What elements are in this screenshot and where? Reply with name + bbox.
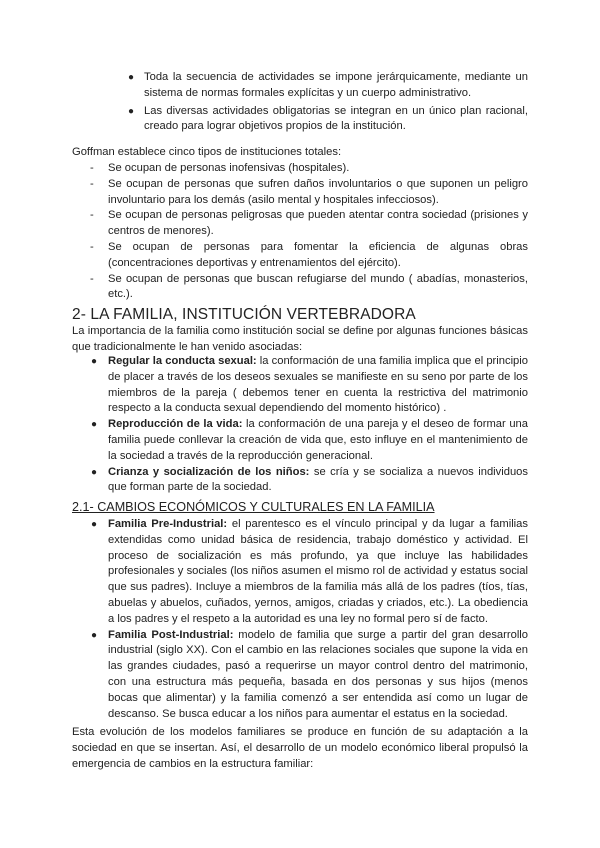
list-item: ● Familia Pre-Industrial: el parentesco es el vínculo principal y da lugar a familias extendidas como unidad básica de residencia, trabajo doméstico y actividad. El proceso de socialización es más profundo, ya que incluye las habilidades profesionales y sociales (los niños asumen el mismo rol de actividad y estatus social que sus padres). Incluye a miembros de la familia más allá de los padres (tíos, tías, abuelas y abuelos, cuñados, yernos, amigos, criadas y criados, etc.). La obediencia a los padres y el respeto a la autoridad es una ley no formal pero sí de facto. — [91, 518, 528, 625]
list-item: ● Regular la conducta sexual: la conformación de una familia implica que el principio de placer a través de los deseos sexuales se manifieste en su seno por parte de los miembros de la pareja ( debemos tener en cuenta la restrictiva del matrimonio respecto a la conducta sexual dependiendo del momento histórico) . — [91, 355, 528, 415]
family-models-list — [91, 517, 528, 722]
dash-icon: - — [90, 162, 94, 174]
bullet-icon: ● — [128, 72, 135, 83]
term: Familia Pre-Industrial: — [108, 518, 228, 530]
term: Crianza y socialización de los niños: — [108, 465, 310, 478]
dash-icon: - — [90, 209, 94, 222]
bullet-icon: ● — [91, 419, 98, 431]
list-item: ● Toda la secuencia de actividades se impone jerárquicamente, mediante un sistema de normas formales explícitas y un cuerpo administrativo. — [128, 71, 528, 99]
term: Familia Post-Industrial: — [108, 628, 234, 641]
dash-icon: - — [90, 272, 94, 285]
bullet-icon: ● — [91, 356, 98, 367]
list-item: ● Reproducción de la vida: la conformación de una pareja y el deseo de formar una familia puede conllevar la creación de vida que, esto influye en el mantenimiento de la sociedad a través de la reproducción generacional. — [91, 418, 528, 462]
term: Reproducción de la vida: — [108, 418, 243, 431]
list-item: ● Las diversas actividades obligatorias se integran en un único plan racional, creado para lograr objetivos propios de la institución. — [128, 104, 528, 133]
goffman-types-list — [90, 161, 528, 303]
section-title: 2- LA FAMILIA, INSTITUCIÓN VERTEBRADORA — [72, 306, 416, 323]
list-item: - Se ocupan de personas para fomentar la eficiencia de algunas obras (concentraciones deportivas y entrenamientos del ejército). — [90, 240, 528, 269]
dash-icon: - — [90, 240, 94, 253]
list-item: - Se ocupan de personas inofensivas (hospitales). — [90, 161, 528, 177]
list-item: - Se ocupan de personas peligrosas que pueden atentar contra sociedad (prisiones y centros de menores). — [90, 209, 528, 238]
bullet-icon: ● — [91, 519, 98, 530]
bullet-icon: ● — [128, 105, 135, 117]
list-item: ● Crianza y socialización de los niños: se cría y se socializa a nuevos individuos que forman parte de la sociedad. — [91, 465, 528, 494]
dash-icon: - — [90, 177, 94, 190]
institution-traits-list — [128, 70, 528, 137]
bullet-icon: ● — [91, 629, 98, 641]
family-intro: La importancia de la familia como institución social se define por algunas funciones básicas que tradicionalmente le han venido asociadas: — [72, 325, 528, 353]
family-functions-list — [91, 354, 528, 496]
goffman-intro: Goffman establece cinco tipos de instituciones totales: — [72, 146, 342, 158]
term: Regular la conducta sexual: — [108, 355, 257, 367]
list-item: - Se ocupan de personas que sufren daños involuntarios o que suponen un peligro involuntario para los demás (asilo mental y hospitales infecciosos). — [90, 177, 528, 206]
list-item: - Se ocupan de personas que buscan refugiarse del mundo ( abadías, monasterios, etc.). — [90, 272, 528, 301]
subsection-title: 2.1- CAMBIOS ECONÓMICOS Y CULTURALES EN LA FAMILIA — [72, 500, 435, 514]
closing-paragraph: Esta evolución de los modelos familiares se produce en función de su adaptación a la sociedad en que se insertan. Así, el desarrollo de un modelo económico liberal propulsó la emergencia de cambios en la estructura familiar: — [72, 726, 528, 770]
list-item: ● Familia Post-Industrial: modelo de familia que surge a partir del gran desarrollo industrial (siglo XX). Con el cambio en las relaciones sociales que supone la vida en las grandes ciudades, pasó a requerirse un mayor control dentro del matrimonio, con una estructura más pequeña, basada en dos personas y sus hijos (menos bocas que alimentar) y la familia comenzó a ser entendida así como un lugar de descanso. Se busca educar a los niños para aumentar el estatus en la sociedad. — [91, 628, 529, 720]
bullet-icon: ● — [91, 466, 98, 478]
